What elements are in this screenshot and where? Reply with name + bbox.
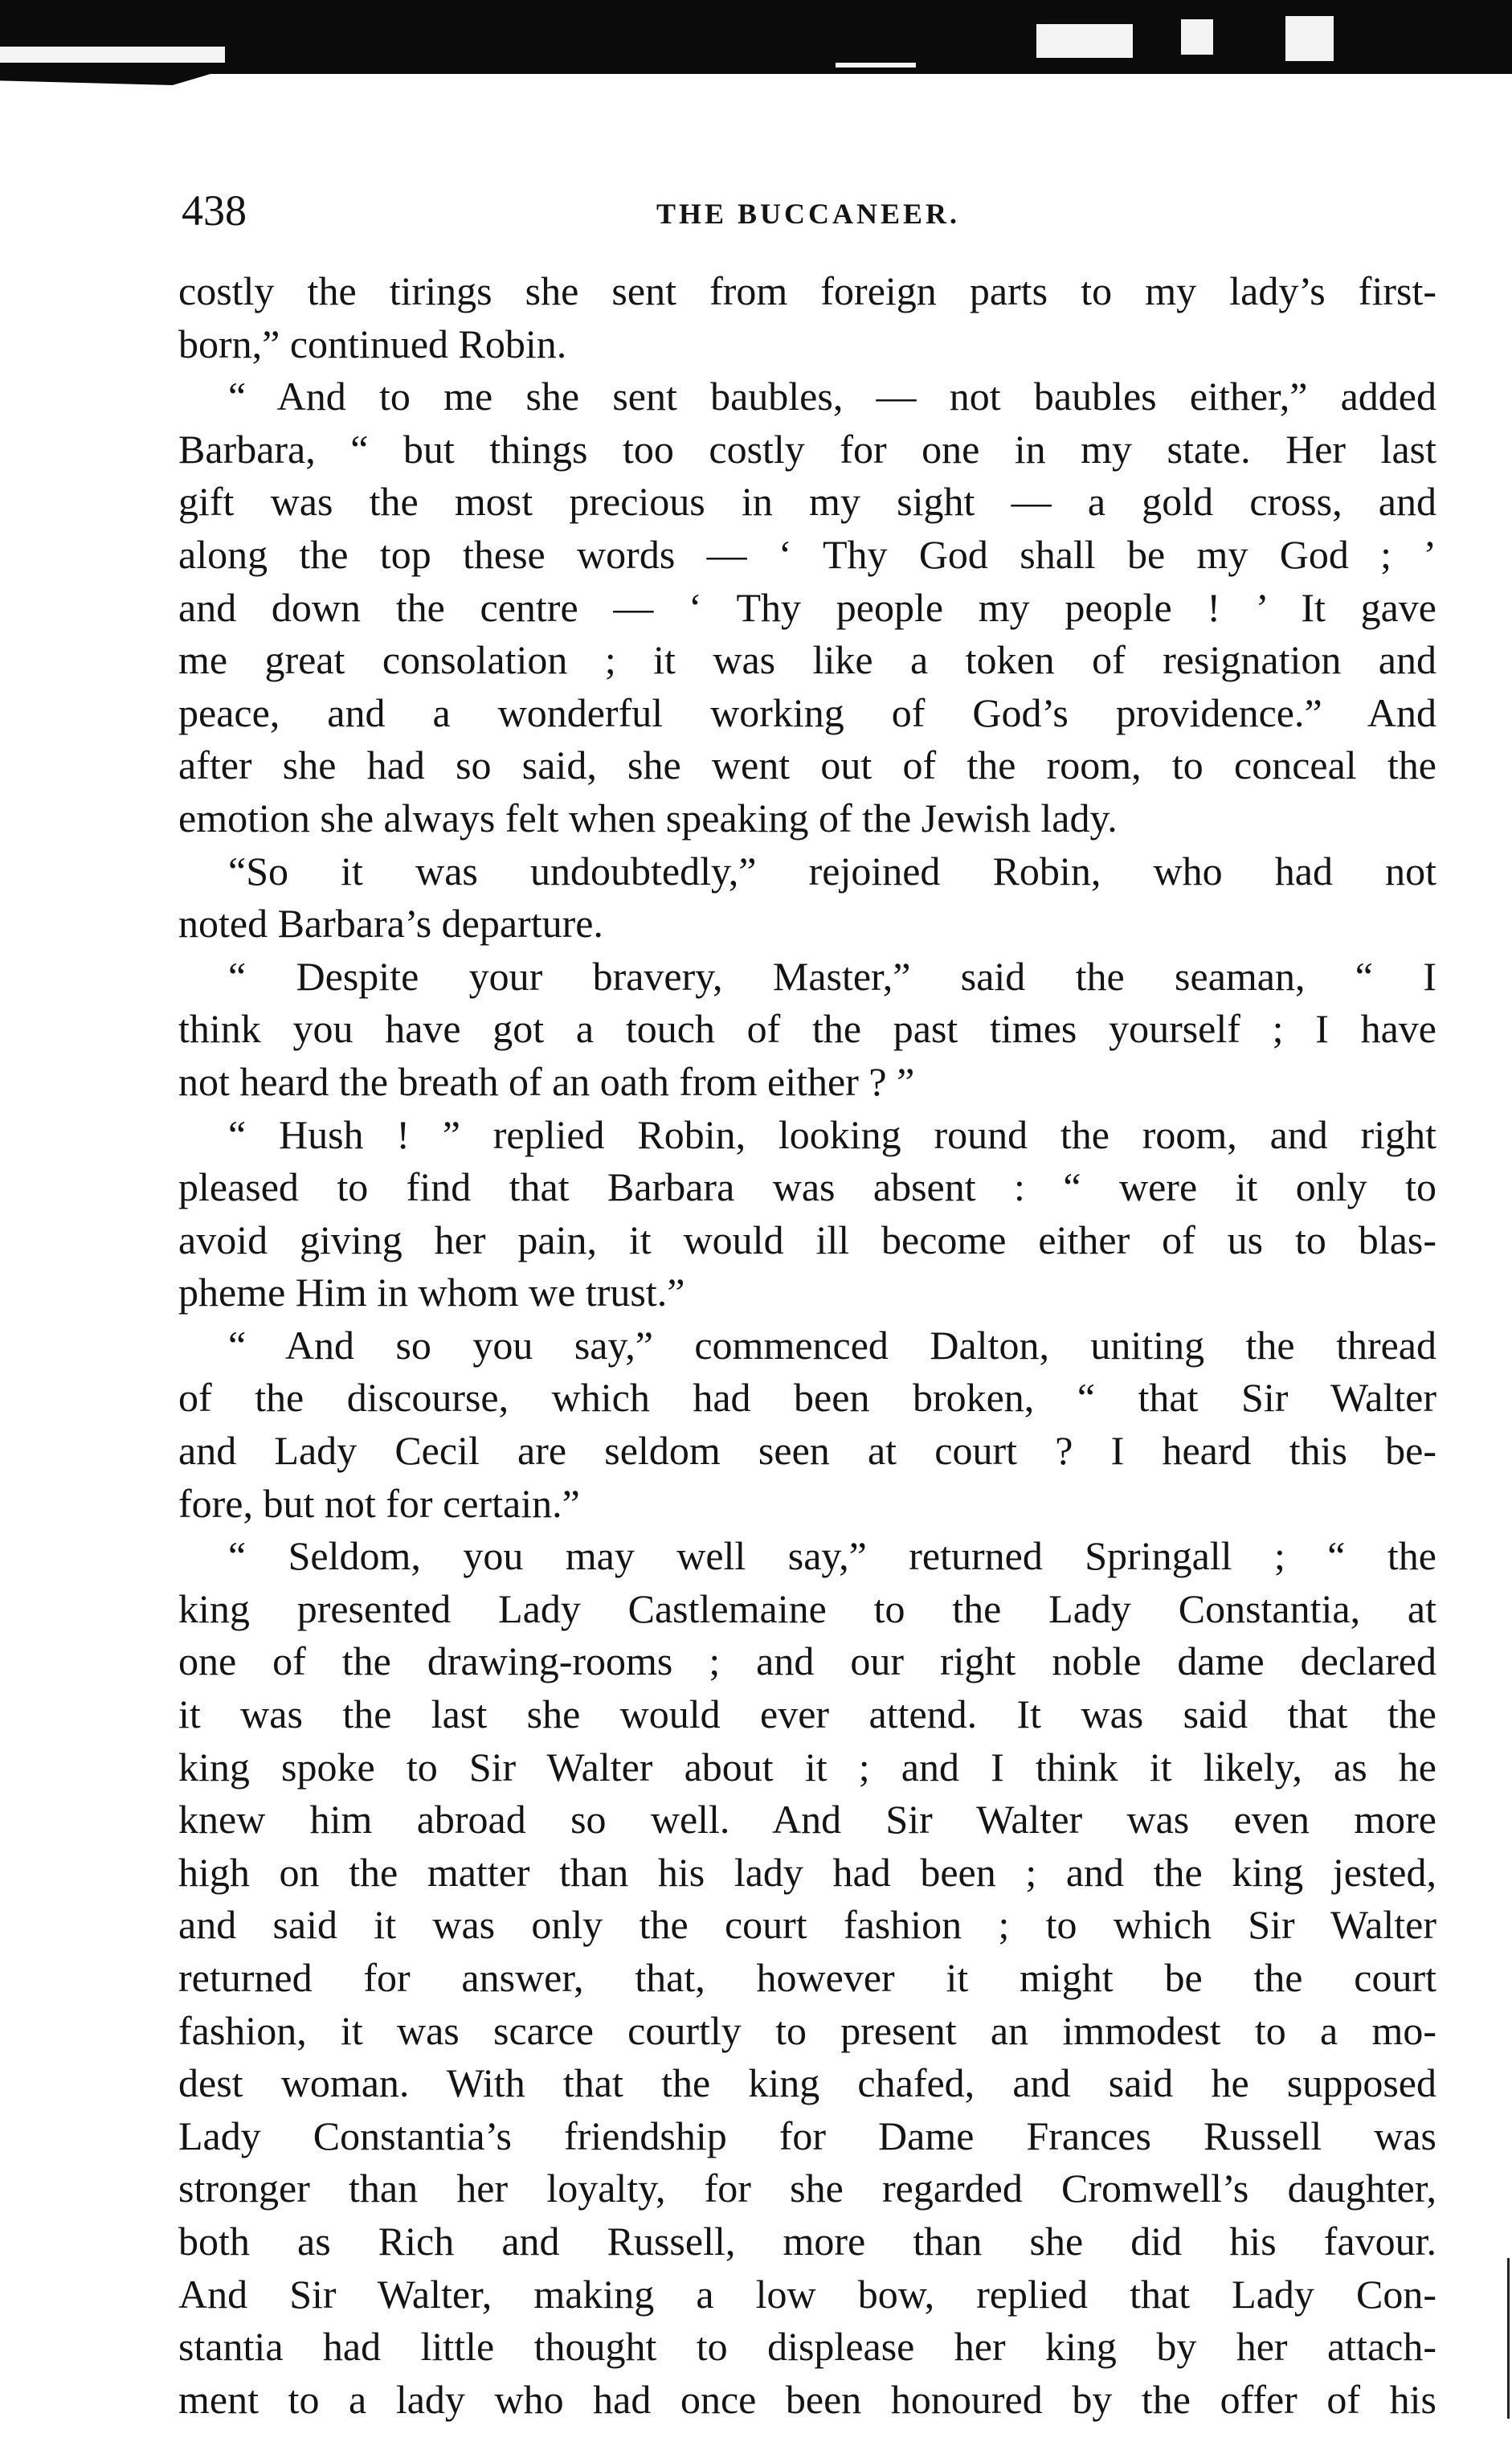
text-line: And Sir Walter, making a low bow, replied that Lady Con- (178, 2271, 1436, 2317)
page-number: 438 (182, 186, 247, 235)
text-line: pleased to find that Barbara was absent : “ were it only to (178, 1164, 1436, 1210)
text-line: Barbara, “ but things too costly for one in my state. Her last (178, 426, 1436, 472)
text-line: fore, but not for certain.” (178, 1480, 580, 1526)
text-line: king spoke to Sir Walter about it ; and I think it likely, as he (178, 1744, 1436, 1790)
text-line: and down the centre — ‘ Thy people my people ! ’ It gave (178, 584, 1436, 630)
text-line: peace, and a wonderful working of God’s providence.” And (178, 689, 1436, 735)
scan-blot-left (0, 47, 225, 63)
text-line: and Lady Cecil are seldom seen at court ? I heard this be- (178, 1428, 1436, 1474)
scan-edge-shadow (0, 74, 210, 85)
text-line: think you have got a touch of the past times yourself ; I have (178, 1006, 1436, 1052)
text-line: ment to a lady who had once been honoured by the offer of his (178, 2376, 1436, 2422)
text-line: avoid giving her pain, it would ill become either of us to blas- (178, 1217, 1436, 1262)
text-line: “ And to me she sent baubles, — not baubles either,” added (228, 374, 1436, 419)
text-line: “ Hush ! ” replied Robin, looking round the room, and right (228, 1111, 1436, 1157)
text-line: noted Barbara’s departure. (178, 901, 603, 947)
text-line: emotion she always felt when speaking of the Jewish lady. (178, 795, 1118, 841)
text-line: knew him abroad so well. And Sir Walter was even more (178, 1797, 1436, 1843)
scan-blot-right-3 (1285, 16, 1334, 61)
page-header (182, 178, 1435, 243)
text-line: and said it was only the court fashion ; to which Sir Walter (178, 1902, 1436, 1948)
text-line: “ And so you say,” commenced Dalton, uniting the thread (228, 1322, 1436, 1368)
text-line: costly the tirings she sent from foreign parts to my lady’s first- (178, 268, 1436, 313)
text-line: king presented Lady Castlemaine to the Lady Constantia, at (178, 1585, 1436, 1631)
text-line: along the top these words — ‘ Thy God shall be my God ; ’ (178, 531, 1436, 577)
text-line: Lady Constantia’s friendship for Dame Frances Russell was (178, 2113, 1436, 2158)
text-line: gift was the most precious in my sight — a gold cross, and (178, 479, 1436, 525)
scan-blot-middle (836, 63, 916, 67)
text-line: “So it was undoubtedly,” rejoined Robin, who had not (228, 848, 1436, 894)
text-line: born,” continued Robin. (178, 321, 567, 366)
text-line: it was the last she would ever attend. It was said that the (178, 1691, 1436, 1737)
text-line: pheme Him in whom we trust.” (178, 1270, 685, 1315)
text-line: “ Seldom, you may well say,” returned Springall ; “ the (228, 1533, 1436, 1579)
text-line: after she had so said, she went out of the room, to conceal the (178, 742, 1436, 788)
text-line: dest woman. With that the king chafed, and said he supposed (178, 2060, 1436, 2106)
text-line: high on the matter than his lady had been ; and the king jested, (178, 1849, 1436, 1895)
text-line: stronger than her loyalty, for she regarded Cromwell’s daughter, (178, 2166, 1436, 2211)
scan-margin-line (1507, 2258, 1510, 2419)
text-line: me great consolation ; it was like a token of resignation and (178, 637, 1436, 683)
scan-blot-right-2 (1181, 19, 1213, 55)
running-title: THE BUCCANEER. (656, 198, 961, 230)
text-line: not heard the breath of an oath from either ? ” (178, 1058, 915, 1104)
text-line: returned for answer, that, however it might be the court (178, 1955, 1436, 2000)
text-line: “ Despite your bravery, Master,” said the seaman, “ I (228, 953, 1436, 999)
text-line: both as Rich and Russell, more than she did his favour. (178, 2218, 1436, 2264)
text-line: one of the drawing-rooms ; and our right noble dame declared (178, 1638, 1436, 1684)
text-line: of the discourse, which had been broken, “ that Sir Walter (178, 1375, 1436, 1421)
text-line: fashion, it was scarce courtly to present an immodest to a mo- (178, 2007, 1436, 2053)
scan-blot-right-1 (1036, 24, 1133, 58)
body-text (178, 265, 1436, 2426)
text-line: stantia had little thought to displease her king by her attach- (178, 2324, 1436, 2370)
